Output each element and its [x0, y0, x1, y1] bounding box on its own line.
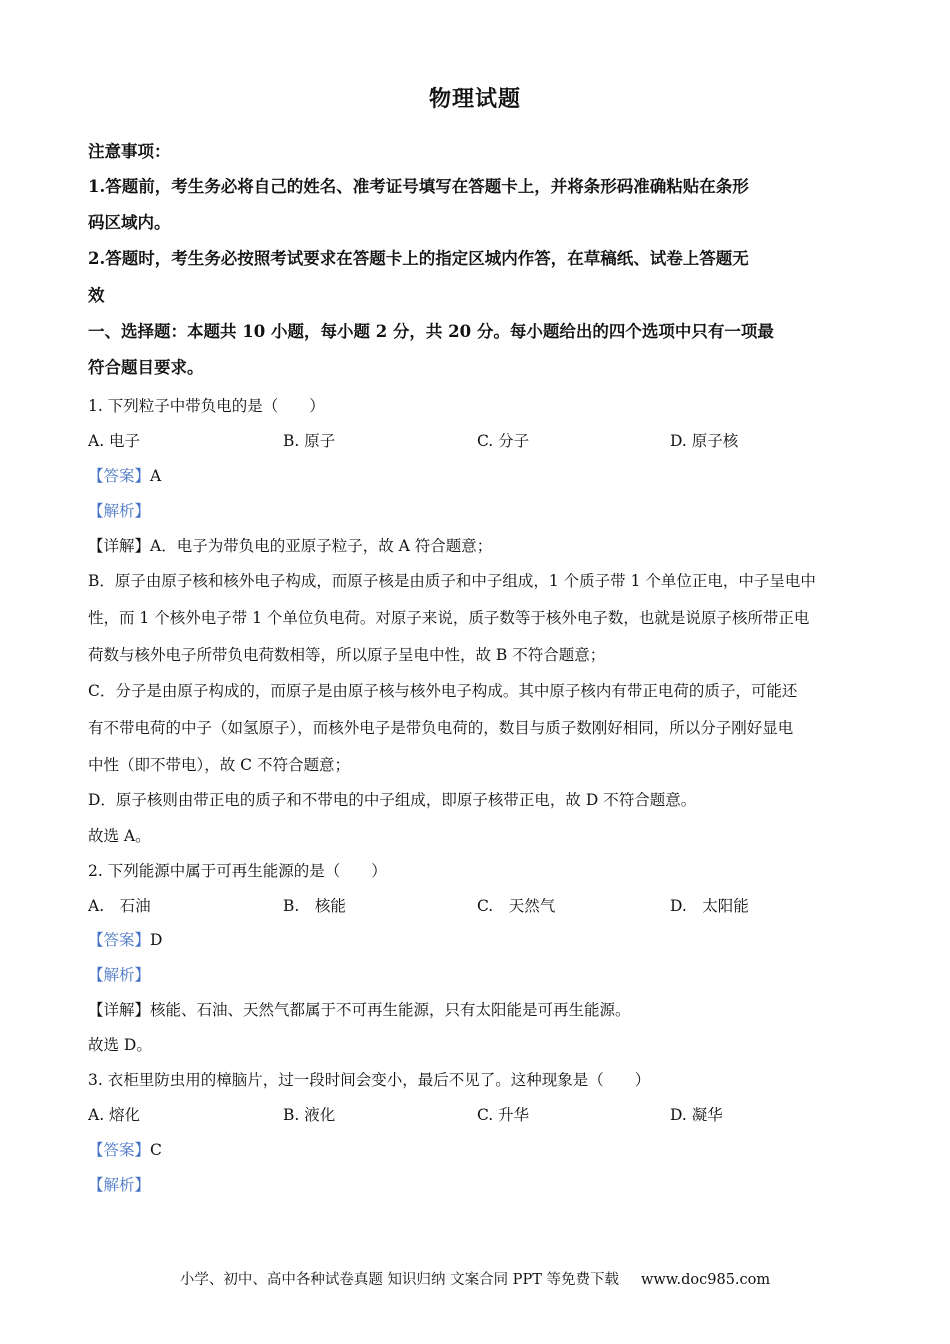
- q2-option-a: A. 石油: [88, 897, 151, 915]
- q2-detail: [88, 999, 868, 1021]
- notice-item-2-line-2: 效: [88, 286, 105, 305]
- footer-url-link[interactable]: www.doc985.com: [640, 1272, 771, 1288]
- q3-option-d: D. 凝华: [670, 1106, 723, 1124]
- analysis-label: 【解析】: [88, 502, 151, 520]
- q1-analysis: [88, 500, 868, 522]
- q1-detail-line: 荷数与核外电子所带负电荷数相等，所以原子呈电中性，故 B 不符合题意；: [88, 646, 606, 664]
- page-title: 物理试题: [428, 86, 521, 112]
- q1-option-b: B. 原子: [283, 432, 336, 450]
- q2-answer-value: D: [150, 931, 163, 949]
- notice-item-1-line-2: 码区域内。: [88, 213, 171, 232]
- q2-answer: [88, 929, 868, 951]
- detail-label: 【详解】: [88, 537, 151, 555]
- q1-answer: [88, 465, 868, 487]
- q1-detail-line: C．分子是由原子构成的，而原子是由原子核与核外电子构成。其中原子核内有带正电荷的质子，可能还: [88, 682, 798, 700]
- q2-option-d: D. 太阳能: [670, 897, 749, 915]
- q1-option-a: A. 电子: [88, 432, 141, 450]
- q1-question: 1. 下列粒子中带负电的是（ ）: [88, 397, 325, 415]
- notice-heading: 注意事项：: [88, 142, 171, 161]
- q1-option-d: D. 原子核: [670, 432, 739, 450]
- q2-option-b: B. 核能: [283, 897, 346, 915]
- q1-conclusion: 故选 A。: [88, 827, 151, 845]
- q3-option-b: B. 液化: [283, 1106, 336, 1124]
- section-heading-line-2: 符合题目要求。: [88, 358, 204, 377]
- q2-analysis: [88, 964, 868, 986]
- analysis-label: 【解析】: [88, 1176, 151, 1194]
- q2-conclusion: 故选 D。: [88, 1036, 152, 1054]
- page-footer: [0, 1268, 950, 1289]
- q1-option-c: C. 分子: [477, 432, 530, 450]
- q1-detail-line: 性，而 1 个核外电子带 1 个单位负电荷。对原子来说，质子数等于核外电子数，也就是说原子核所带正电: [88, 609, 810, 627]
- q3-option-a: A. 熔化: [88, 1106, 141, 1124]
- analysis-label: 【解析】: [88, 966, 151, 984]
- q2-option-c: C. 天然气: [477, 897, 556, 915]
- answer-label: 【答案】: [88, 1141, 151, 1159]
- q2-detail-text: 核能、石油、天然气都属于不可再生能源，只有太阳能是可再生能源。: [150, 1001, 631, 1019]
- detail-label: 【详解】: [88, 1001, 151, 1019]
- section-heading-line-1: 一、选择题：本题共 10 小题，每小题 2 分，共 20 分。每小题给出的四个选项中只有一项最: [88, 322, 774, 341]
- answer-label: 【答案】: [88, 931, 151, 949]
- q3-option-c: C. 升华: [477, 1106, 530, 1124]
- footer-text: 小学、初中、高中各种试卷真题 知识归纳 文案合同 PPT 等免费下载: [179, 1272, 619, 1288]
- q1-detail-line: 中性（即不带电），故 C 不符合题意；: [88, 756, 350, 774]
- q1-answer-value: A: [150, 467, 162, 485]
- q1-detail-line: D．原子核则由带正电的质子和不带电的中子组成，即原子核带正电，故 D 不符合题意。: [88, 791, 697, 809]
- q1-detail-text: A．电子为带负电的亚原子粒子，故 A 符合题意；: [150, 537, 493, 555]
- notice-item-1-line-1: 1.答题前，考生务必将自己的姓名、准考证号填写在答题卡上，并将条形码准确粘贴在条形: [88, 177, 749, 196]
- q3-analysis: [88, 1174, 868, 1196]
- q3-answer: [88, 1139, 868, 1161]
- q1-detail: [88, 535, 868, 557]
- q1-detail-line: 有不带电荷的中子（如氢原子），而核外电子是带负电荷的，数目与质子数刚好相同，所以分子刚好显电: [88, 719, 794, 737]
- q3-question: 3. 衣柜里防虫用的樟脑片，过一段时间会变小，最后不见了。这种现象是（ ）: [88, 1071, 651, 1089]
- q3-answer-value: C: [150, 1141, 162, 1159]
- answer-label: 【答案】: [88, 467, 151, 485]
- notice-item-2-line-1: 2.答题时，考生务必按照考试要求在答题卡上的指定区城内作答，在草稿纸、试卷上答题无: [88, 249, 749, 268]
- q1-detail-line: B．原子由原子核和核外电子构成，而原子核是由质子和中子组成，1 个质子带 1 个单位正电，中子呈电中: [88, 572, 816, 590]
- q2-question: 2. 下列能源中属于可再生能源的是（ ）: [88, 862, 387, 880]
